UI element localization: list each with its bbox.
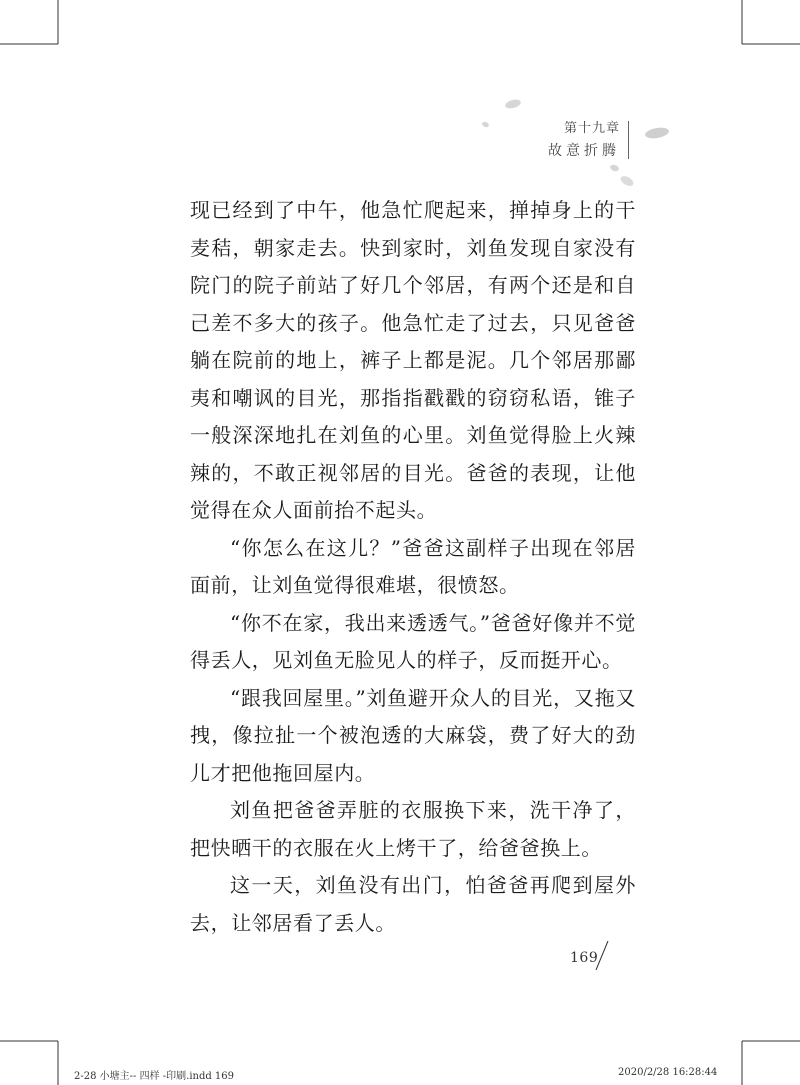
- print-slug-timestamp: 2020/2/28 16:28:44: [618, 1067, 718, 1078]
- paragraph: “跟我回屋里。”刘鱼避开众人的目光，又拖又拽，像拉扯一个被泡透的大麻袋，费了好大的劲儿才把他拖回屋内。: [190, 685, 636, 785]
- paragraph: “你怎么在这儿？”爸爸这副样子出现在邻居面前，让刘鱼觉得很难堪，很愤怒。: [190, 535, 636, 597]
- paragraph: “你不在家，我出来透透气。”爸爸好像并不觉得丢人，见刘鱼无脸见人的样子，反而挺开心。: [190, 610, 636, 672]
- paragraph: 刘鱼把爸爸弄脏的衣服换下来，洗干净了，把快晒干的衣服在火上烤干了，给爸爸换上。: [190, 798, 636, 860]
- chapter-title: 故意折腾: [548, 143, 620, 159]
- body-text: [190, 192, 636, 942]
- chapter-number: 第十九章: [563, 121, 620, 136]
- paragraph: 这一天，刘鱼没有出门，怕爸爸再爬到屋外去，让邻居看了丢人。: [190, 873, 636, 935]
- paragraph: 现已经到了中午，他急忙爬起来，掸掉身上的干麦秸，朝家走去。快到家时，刘鱼发现自家没有院门的院子前站了好几个邻居，有两个还是和自己差不多大的孩子。他急忙走了过去，只见爸爸躺在院前的地上，裤子上都是泥。几个邻居那鄙夷和嘲讽的目光，那指指戳戳的窃窃私语，锥子一般深深地扎在刘鱼的心里。刘鱼觉得脸上火辣辣的，不敢正视邻居的目光。爸爸的表现，让他觉得在众人面前抬不起头。: [190, 198, 636, 522]
- header-divider: [628, 121, 629, 159]
- chapter-header: [548, 120, 620, 162]
- print-slug-filename: 2-28 小塘主-- 四样 -印刷.indd 169: [74, 1071, 235, 1082]
- page-number: 169: [570, 950, 599, 966]
